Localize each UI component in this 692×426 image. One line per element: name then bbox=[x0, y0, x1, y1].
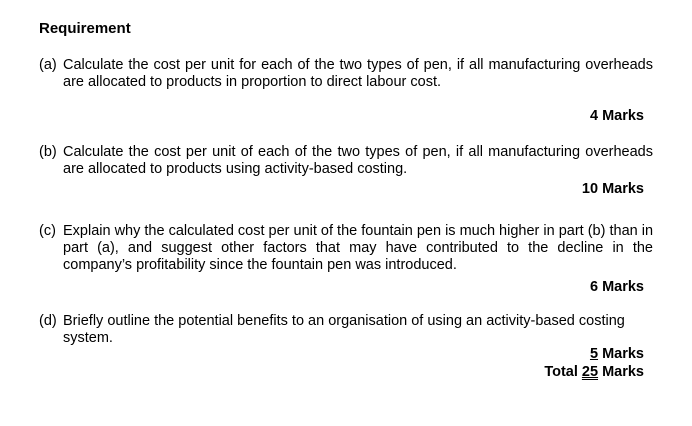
total-prefix: Total bbox=[544, 364, 582, 380]
question-c-text: Explain why the calculated cost per unit of the fountain pen is much higher in part (b) than in part (a), and suggest other factors that may have contributed to the decline in the company’s profitability since the fountain pen was introduced. bbox=[63, 223, 654, 273]
question-d-marks bbox=[590, 346, 644, 362]
total-number: 25 bbox=[581, 364, 599, 380]
question-a bbox=[39, 57, 653, 91]
question-d-marks-suffix: Marks bbox=[598, 346, 644, 362]
question-a-tag: (a) bbox=[39, 57, 57, 73]
question-a-text: Calculate the cost per unit for each of the two types of pen, if all manufacturing overheads are allocated to products in proportion to direct labour cost. bbox=[63, 57, 653, 90]
total-suffix: Marks bbox=[598, 364, 644, 380]
question-b-text: Calculate the cost per unit of each of the two types of pen, if all manufacturing overheads are allocated to products using activity-based costing. bbox=[63, 144, 653, 177]
question-d-text: Briefly outline the potential benefits to an organisation of using an activity-based costing system. bbox=[63, 313, 625, 346]
question-a-marks: 4 Marks bbox=[589, 108, 644, 124]
total-marks bbox=[544, 364, 644, 380]
question-d-tag: (d) bbox=[39, 313, 57, 329]
question-d-marks-number: 5 bbox=[589, 346, 599, 362]
question-b bbox=[39, 144, 653, 178]
question-b-marks: 10 Marks bbox=[581, 181, 644, 197]
question-c bbox=[39, 223, 653, 274]
question-d bbox=[39, 313, 639, 347]
question-b-tag: (b) bbox=[39, 144, 57, 160]
question-c-tag: (c) bbox=[39, 223, 56, 239]
question-c-marks: 6 Marks bbox=[589, 279, 644, 295]
page-heading: Requirement bbox=[39, 20, 131, 37]
